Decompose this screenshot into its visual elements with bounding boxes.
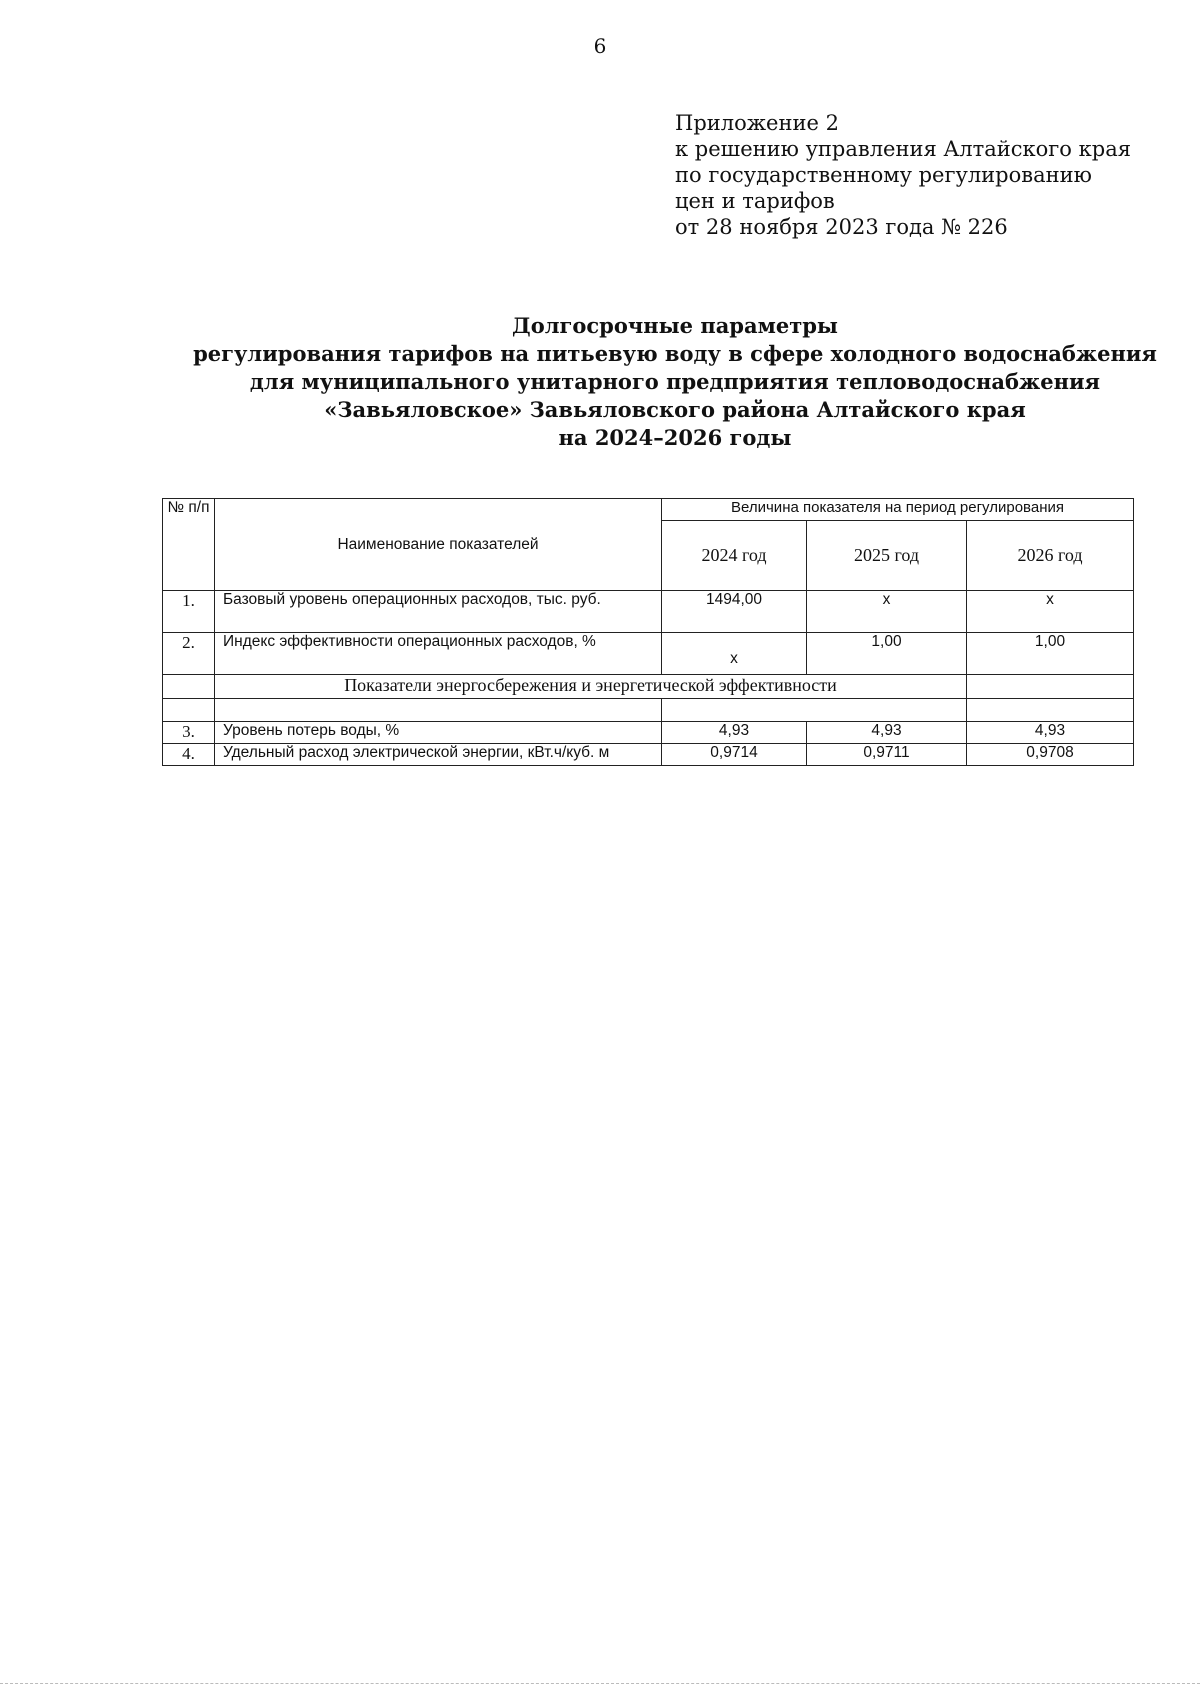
row-num: 4. (163, 744, 215, 766)
table-row (163, 722, 1134, 744)
header-name: Наименование показателей (215, 499, 662, 591)
section-empty-num (163, 675, 215, 699)
row-value-2025: 4,93 (807, 722, 967, 744)
header-period: Величина показателя на период регулирования (662, 499, 1134, 521)
empty-row (163, 699, 1134, 722)
section-empty-value (967, 675, 1134, 699)
row-value-2024: х (662, 633, 807, 675)
appendix-line: Приложение 2 (675, 111, 839, 135)
appendix-line: к решению управления Алтайского края (675, 137, 1131, 161)
appendix-line: от 28 ноября 2023 года № 226 (675, 215, 1008, 239)
title-line: на 2024–2026 годы (558, 425, 792, 450)
parameters-table (162, 498, 1134, 766)
header-year-2025: 2025 год (807, 521, 967, 591)
empty-cell (215, 699, 662, 722)
table-row (163, 744, 1134, 766)
row-value-2024: 4,93 (662, 722, 807, 744)
appendix-line: цен и тарифов (675, 189, 835, 213)
row-name: Индекс эффективности операционных расходов, % (215, 633, 662, 675)
row-value-2025: 1,00 (807, 633, 967, 675)
row-value-2024: 0,9714 (662, 744, 807, 766)
row-num: 2. (163, 633, 215, 675)
header-year-2024: 2024 год (662, 521, 807, 591)
section-row (163, 675, 1134, 699)
table-row (163, 591, 1134, 633)
title-line: «Завьяловское» Завьяловского района Алтайского края (324, 397, 1026, 422)
scan-edge-line (0, 1683, 1200, 1686)
section-label: Показатели энергосбережения и энергетической эффективности (215, 675, 967, 699)
page-number: 6 (593, 34, 607, 58)
row-value-2024: 1494,00 (662, 591, 807, 633)
document-title (160, 312, 1190, 452)
title-line: Долгосрочные параметры (512, 313, 838, 338)
empty-cell (662, 699, 967, 722)
title-line: для муниципального унитарного предприятия тепловодоснабжения (249, 369, 1101, 394)
row-name: Удельный расход электрической энергии, кВт.ч/куб. м (215, 744, 662, 766)
row-num: 3. (163, 722, 215, 744)
header-row (163, 499, 1134, 521)
row-value-2025: 0,9711 (807, 744, 967, 766)
header-year-2026: 2026 год (967, 521, 1134, 591)
empty-cell (163, 699, 215, 722)
row-value-2026: 1,00 (967, 633, 1134, 675)
appendix-line: по государственному регулированию (675, 163, 1092, 187)
row-value-2026: х (967, 591, 1134, 633)
row-num: 1. (163, 591, 215, 633)
title-line: регулирования тарифов на питьевую воду в сфере холодного водоснабжения (193, 341, 1157, 366)
appendix-block (675, 110, 1131, 240)
row-name: Базовый уровень операционных расходов, тыс. руб. (215, 591, 662, 633)
row-value-2025: х (807, 591, 967, 633)
row-value-2026: 0,9708 (967, 744, 1134, 766)
table-row (163, 633, 1134, 675)
row-name: Уровень потерь воды, % (215, 722, 662, 744)
row-value-2026: 4,93 (967, 722, 1134, 744)
header-num: № п/п (163, 499, 215, 591)
empty-cell (967, 699, 1134, 722)
